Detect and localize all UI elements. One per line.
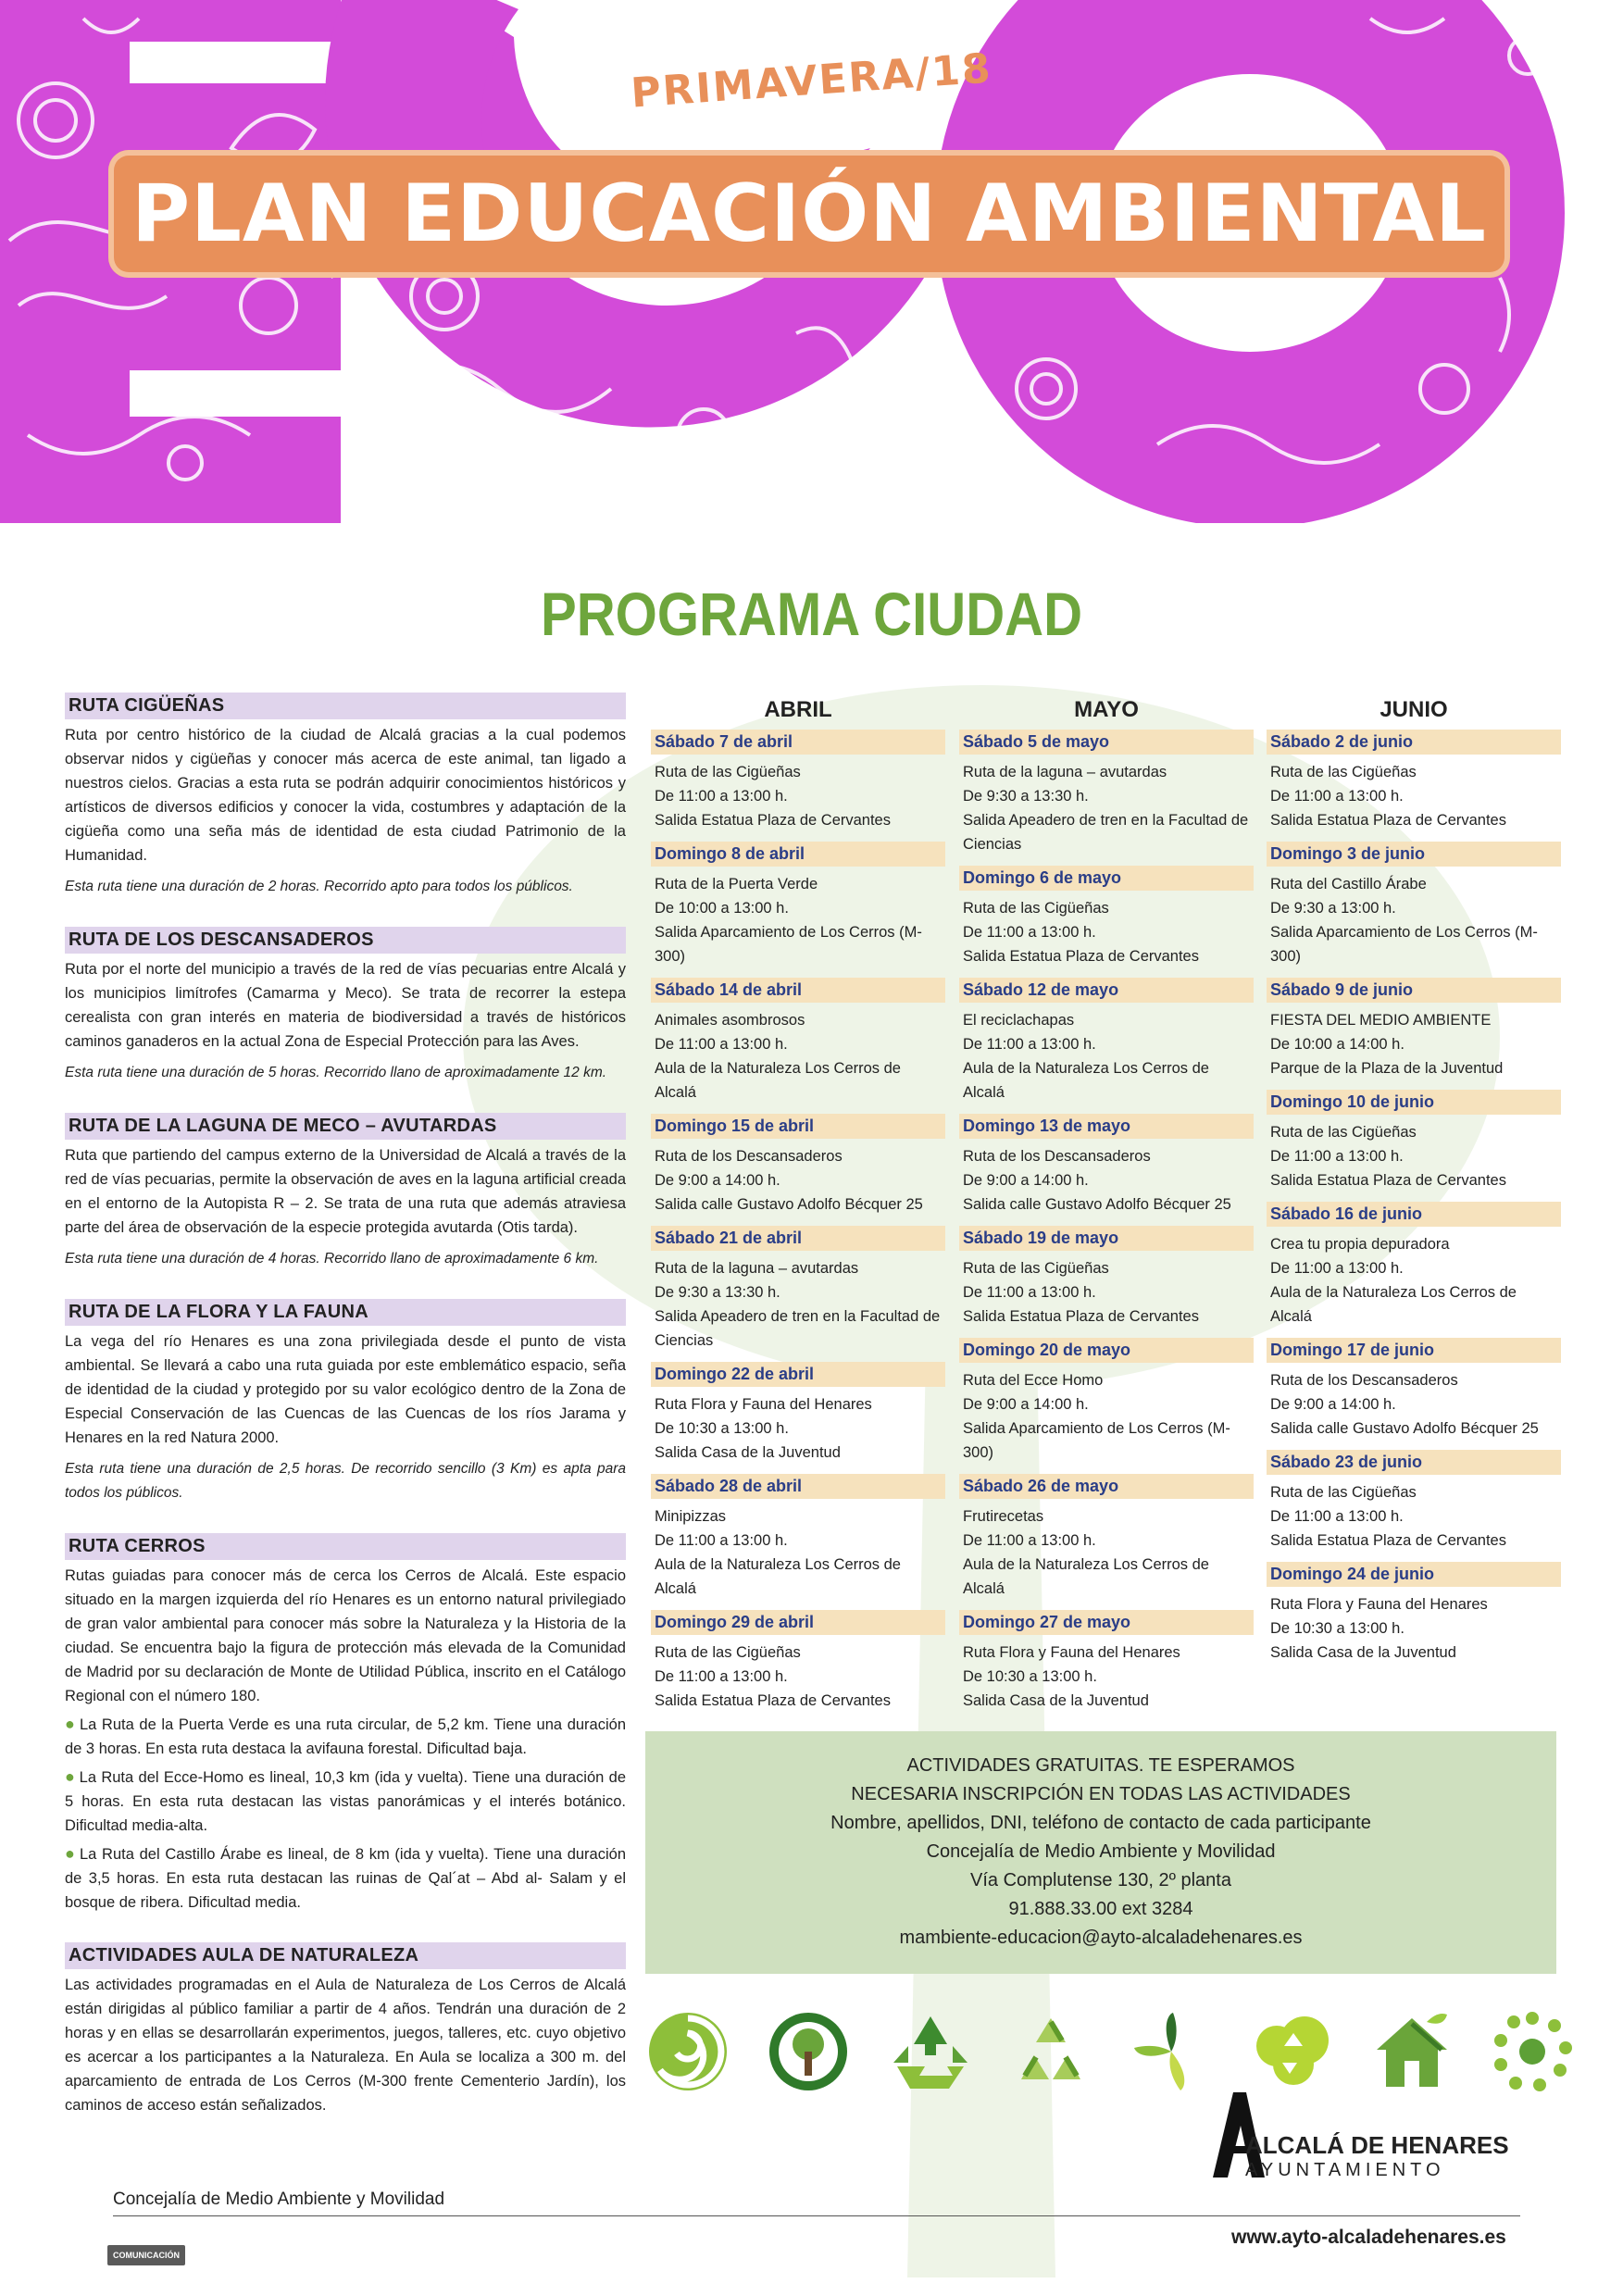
bullet-text: La Ruta de la Puerta Verde es una ruta circular, de 5,2 km. Tiene una duración de 3 horas. En esta ruta destaca la avifauna forestal. Dificultad baja.	[65, 1716, 626, 1757]
event-location: Salida Aparcamiento de Los Cerros (M-300)	[963, 1420, 1230, 1461]
route-section	[65, 1533, 626, 1915]
event-time: De 10:30 a 13:00 h.	[963, 1668, 1097, 1685]
event-date: Domingo 27 de mayo	[959, 1610, 1254, 1635]
event-time: De 11:00 a 13:00 h.	[963, 1036, 1096, 1053]
event-location: Aula de la Naturaleza Los Cerros de Alcalá	[963, 1556, 1209, 1597]
comunicacion-badge: COMUNICACIÓN	[107, 2245, 185, 2265]
month-heading: ABRIL	[764, 697, 832, 722]
footer-department: Concejalía de Medio Ambiente y Movilidad	[113, 2190, 445, 2209]
event-activity: Ruta de las Cigüeñas	[1270, 1124, 1417, 1141]
event-activity: Ruta de la laguna – avutardas	[963, 764, 1167, 780]
calendar-event	[1267, 1202, 1561, 1329]
event-date: Domingo 3 de junio	[1267, 842, 1561, 867]
route-note: Esta ruta tiene una duración de 5 horas. Recorrido llano de aproximadamente 12 km.	[65, 1065, 607, 1080]
calendar-event	[1267, 1450, 1561, 1553]
event-activity: Ruta de la laguna – avutardas	[655, 1260, 859, 1277]
calendar-event	[959, 1338, 1254, 1465]
event-location: Salida Estatua Plaza de Cervantes	[1270, 812, 1506, 829]
event-activity: Crea tu propia depuradora	[1270, 1236, 1450, 1253]
event-time: De 9:30 a 13:30 h.	[963, 788, 1089, 805]
route-heading: RUTA DE LA LAGUNA DE MECO – AVUTARDAS	[65, 1113, 626, 1140]
event-location: Salida Estatua Plaza de Cervantes	[963, 1308, 1199, 1325]
routes-column	[65, 693, 626, 2145]
event-location: Salida Estatua Plaza de Cervantes	[1270, 1172, 1506, 1189]
event-date: Domingo 13 de mayo	[959, 1114, 1254, 1139]
event-time: De 11:00 a 13:00 h.	[1270, 788, 1404, 805]
route-heading: RUTA CERROS	[65, 1533, 626, 1560]
route-note: Esta ruta tiene una duración de 4 horas. Recorrido llano de aproximadamente 6 km.	[65, 1251, 599, 1267]
event-time: De 11:00 a 13:00 h.	[1270, 1508, 1404, 1525]
calendar-event	[959, 978, 1254, 1104]
event-time: De 11:00 a 13:00 h.	[655, 1668, 788, 1685]
event-date: Domingo 22 de abril	[651, 1362, 945, 1387]
event-activity: Ruta de las Cigüeñas	[1270, 1484, 1417, 1501]
event-location: Salida Aparcamiento de Los Cerros (M-300)	[1270, 924, 1538, 965]
event-activity: El reciclachapas	[963, 1012, 1075, 1029]
leaves-propeller-icon	[1129, 2009, 1214, 2094]
event-date: Sábado 21 de abril	[651, 1226, 945, 1251]
calendar-event	[1267, 730, 1561, 832]
event-activity: Ruta de la Puerta Verde	[655, 876, 818, 892]
event-location: Salida Estatua Plaza de Cervantes	[963, 948, 1199, 965]
route-section	[65, 693, 626, 899]
event-date: Sábado 26 de mayo	[959, 1474, 1254, 1499]
event-time: De 11:00 a 13:00 h.	[963, 1284, 1096, 1301]
event-activity: Ruta Flora y Fauna del Henares	[963, 1644, 1180, 1661]
event-activity: Minipizzas	[655, 1508, 727, 1525]
info-line: Vía Complutense 130, 2º planta	[970, 1870, 1231, 1890]
footer-divider	[113, 2215, 1520, 2216]
event-location: Salida Casa de la Juventud	[963, 1692, 1149, 1709]
event-location: Salida Apeadero de tren en la Facultad de Ciencias	[655, 1308, 941, 1349]
calendar-event	[651, 978, 945, 1104]
info-line: NECESARIA INSCRIPCIÓN EN TODAS LAS ACTIVIDADES	[851, 1784, 1351, 1804]
event-location: Salida Estatua Plaza de Cervantes	[655, 1692, 891, 1709]
calendar-event	[1267, 978, 1561, 1080]
event-date: Domingo 6 de mayo	[959, 866, 1254, 891]
event-time: De 10:30 a 13:00 h.	[1270, 1620, 1405, 1637]
event-activity: Ruta de las Cigüeñas	[963, 1260, 1109, 1277]
route-description: Ruta por centro histórico de la ciudad de Alcalá gracias a la cual podemos observar nidos y cigüeñas y conocer más acerca de este animal, tan ligado a nuestros cielos. Gracias a esta ruta se podrán adquirir conocimientos históricos y artísticos de diversos edificios y conocer la vida, costumbres y adaptación de la cigüeña como una seña más de identidad de esta ciudad Patrimonio de la Humanidad.	[65, 727, 626, 864]
event-date: Domingo 20 de mayo	[959, 1338, 1254, 1363]
cloud-recycle-icon	[1249, 2009, 1334, 2094]
calendar-event	[651, 1362, 945, 1465]
calendar-event	[651, 1226, 945, 1353]
event-activity: FIESTA DEL MEDIO AMBIENTE	[1270, 1012, 1492, 1029]
calendar-event	[959, 730, 1254, 856]
bullet-dot-icon: ●	[65, 1715, 76, 1733]
event-date: Sábado 23 de junio	[1267, 1450, 1561, 1475]
event-date: Domingo 29 de abril	[651, 1610, 945, 1635]
event-time: De 11:00 a 13:00 h.	[963, 924, 1096, 941]
calendar-event	[651, 1114, 945, 1217]
route-description: Ruta por el norte del municipio a través de la red de vías pecuarias entre Alcalá y los municipios limítrofes (Camarma y Meco). Se trata de recorrer la estepa cerealista con gran interés en materia de biodiversidad a través de históricos caminos ganaderos en la actual Zona de Especial Protección para las Aves.	[65, 961, 626, 1050]
calendar-event	[1267, 1090, 1561, 1192]
city-logo-name: ALCALÁ DE HENARES	[1245, 2131, 1509, 2159]
dot-ring-icon	[1490, 2009, 1575, 2094]
eco-icons-row	[645, 2009, 1556, 2111]
calendar-event	[959, 1610, 1254, 1713]
calendar-event	[651, 842, 945, 968]
calendar-event	[651, 1610, 945, 1713]
route-section	[65, 1113, 626, 1271]
calendar-event	[1267, 1562, 1561, 1665]
main-title: PLAN EDUCACIÓN AMBIENTAL	[131, 168, 1487, 260]
event-location: Salida Casa de la Juventud	[655, 1444, 841, 1461]
event-time: De 11:00 a 13:00 h.	[1270, 1148, 1404, 1165]
event-activity: Animales asombrosos	[655, 1012, 805, 1029]
event-activity: Ruta de las Cigüeñas	[655, 1644, 801, 1661]
event-time: De 10:30 a 13:00 h.	[655, 1420, 789, 1437]
event-activity: Frutirecetas	[963, 1508, 1044, 1525]
event-location: Salida Apeadero de tren en la Facultad de Ciencias	[963, 812, 1249, 853]
event-activity: Ruta de las Cigüeñas	[1270, 764, 1417, 780]
event-location: Salida calle Gustavo Adolfo Bécquer 25	[1270, 1420, 1539, 1437]
route-heading: RUTA DE LA FLORA Y LA FAUNA	[65, 1299, 626, 1326]
header-artwork	[0, 0, 1623, 523]
calendar-event	[1267, 842, 1561, 968]
swirl-icon	[645, 2009, 730, 2094]
event-time: De 11:00 a 13:00 h.	[655, 1036, 788, 1053]
event-activity: Ruta del Castillo Árabe	[1270, 876, 1427, 892]
calendar-column-june	[1267, 694, 1561, 1674]
event-location: Salida Estatua Plaza de Cervantes	[1270, 1532, 1506, 1549]
season-subtitle: PRIMAVERA/18	[629, 44, 994, 118]
event-time: De 11:00 a 13:00 h.	[655, 1532, 788, 1549]
calendar-column-april	[651, 694, 945, 1722]
route-bullet	[65, 1841, 626, 1915]
event-time: De 10:00 a 14:00 h.	[1270, 1036, 1405, 1053]
event-date: Sábado 16 de junio	[1267, 1202, 1561, 1227]
event-date: Domingo 17 de junio	[1267, 1338, 1561, 1363]
route-description: Rutas guiadas para conocer más de cerca los Cerros de Alcalá. Este espacio situado en la margen izquierda del río Henares es un entorno natural privilegiado de gran valor ambiental para conocer más sobre la Naturaleza y la Historia de la ciudad. Se encuentra bajo la figura de protección más elevada de la Comunidad de Madrid por su declaración de Monte de Utilidad Pública, inscrito en el Catálogo Regional con el número 180.	[65, 1567, 626, 1704]
calendar-column-may	[959, 694, 1254, 1722]
calendar-event	[651, 1474, 945, 1601]
calendar-event	[651, 730, 945, 832]
program-title: PROGRAMA CIUDAD	[540, 580, 1083, 648]
route-heading: RUTA DE LOS DESCANSADEROS	[65, 927, 626, 954]
event-time: De 9:30 a 13:30 h.	[655, 1284, 780, 1301]
info-line: Concejalía de Medio Ambiente y Movilidad	[926, 1841, 1276, 1862]
calendar-event	[959, 1114, 1254, 1217]
event-date: Sábado 7 de abril	[651, 730, 945, 755]
event-date: Sábado 2 de junio	[1267, 730, 1561, 755]
route-section	[65, 1942, 626, 2117]
event-location: Salida calle Gustavo Adolfo Bécquer 25	[655, 1196, 923, 1213]
route-description: La vega del río Henares es una zona privilegiada desde el punto de vista ambiental. Se llevará a cabo una ruta guiada por este emblemático espacio, seña de identidad de la ciudad y protegido por su valor ecológico dentro de la Zona de Especial Conservación de las Cuencas de las Cuencas de los ríos Jarama y Henares en la red Natura 2000.	[65, 1333, 626, 1446]
event-date: Domingo 15 de abril	[651, 1114, 945, 1139]
phone-number: 91.888.33.00 ext 3284	[1008, 1899, 1193, 1919]
event-time: De 10:00 a 13:00 h.	[655, 900, 789, 917]
event-location: Parque de la Plaza de la Juventud	[1270, 1060, 1504, 1077]
recycle-arrows-icon	[888, 2009, 973, 2094]
email-link[interactable]: mambiente-educacion@ayto-alcaladehenares.es	[899, 1928, 1303, 1948]
event-activity: Ruta de los Descansaderos	[963, 1148, 1151, 1165]
event-date: Domingo 8 de abril	[651, 842, 945, 867]
bullet-dot-icon: ●	[65, 1767, 76, 1786]
event-location: Salida Estatua Plaza de Cervantes	[655, 812, 891, 829]
event-activity: Ruta Flora y Fauna del Henares	[1270, 1596, 1488, 1613]
event-activity: Ruta de los Descansaderos	[1270, 1372, 1458, 1389]
route-note: Esta ruta tiene una duración de 2 horas. Recorrido apto para todos los públicos.	[65, 879, 573, 894]
tree-icon	[766, 2009, 851, 2094]
registration-info-box	[645, 1731, 1556, 1974]
website-link[interactable]: www.ayto-alcaladehenares.es	[1231, 2227, 1506, 2248]
event-time: De 11:00 a 13:00 h.	[1270, 1260, 1404, 1277]
city-logo-subtitle: AYUNTAMIENTO	[1245, 2160, 1445, 2180]
route-bullet	[65, 1712, 626, 1761]
event-location: Aula de la Naturaleza Los Cerros de Alcalá	[1270, 1284, 1517, 1325]
event-date: Domingo 10 de junio	[1267, 1090, 1561, 1115]
route-note: Esta ruta tiene una duración de 2,5 horas. De recorrido sencillo (3 Km) es apta para todos los públicos.	[65, 1461, 626, 1501]
info-line: ACTIVIDADES GRATUITAS. TE ESPERAMOS	[906, 1755, 1295, 1776]
event-location: Salida Casa de la Juventud	[1270, 1644, 1456, 1661]
bullet-dot-icon: ●	[65, 1844, 76, 1863]
route-heading: RUTA CIGÜEÑAS	[65, 693, 626, 719]
event-time: De 11:00 a 13:00 h.	[963, 1532, 1096, 1549]
calendar-event	[959, 1474, 1254, 1601]
event-time: De 9:00 a 14:00 h.	[1270, 1396, 1396, 1413]
month-heading: MAYO	[1074, 697, 1139, 722]
route-bullet	[65, 1765, 626, 1838]
event-activity: Ruta de los Descansaderos	[655, 1148, 843, 1165]
event-date: Sábado 19 de mayo	[959, 1226, 1254, 1251]
event-activity: Ruta Flora y Fauna del Henares	[655, 1396, 872, 1413]
recycle-icon	[1008, 2009, 1093, 2094]
month-heading: JUNIO	[1380, 697, 1448, 722]
route-description: Las actividades programadas en el Aula de Naturaleza de Los Cerros de Alcalá están dirigidas al público familiar a partir de 4 años. Tendrán una duración de 2 horas y en ellas se desarrollarán experimentos, juegos, talleres, etc. cuyo objetivo es acercar a los participantes a la Naturaleza. En Aula se localiza a 300 m. del aparcamiento de entrada de Los Cerros (M-300 frente Cementerio Jardín), los caminos de acceso están señalizados.	[65, 1977, 626, 2114]
bullet-text: La Ruta del Castillo Árabe es lineal, de 8 km (ida y vuelta). Tiene una duración de 3,5 horas. En esta ruta destacan las ruinas de Qal´at – Abd al- Salam y el bosque de ribera. Dificultad media.	[65, 1846, 626, 1911]
event-location: Aula de la Naturaleza Los Cerros de Alcalá	[963, 1060, 1209, 1101]
green-house-icon	[1369, 2009, 1454, 2094]
bullet-text: La Ruta del Ecce-Homo es lineal, 10,3 km (ida y vuelta). Tiene una duración de 5 horas. En esta ruta destacan las vistas panorámicas y el interés botánico. Dificultad media-alta.	[65, 1769, 626, 1834]
event-date: Sábado 5 de mayo	[959, 730, 1254, 755]
event-time: De 11:00 a 13:00 h.	[655, 788, 788, 805]
calendar-event	[1267, 1338, 1561, 1441]
event-activity: Ruta de las Cigüeñas	[963, 900, 1109, 917]
event-time: De 9:30 a 13:00 h.	[1270, 900, 1396, 917]
event-date: Sábado 14 de abril	[651, 978, 945, 1003]
event-location: Aula de la Naturaleza Los Cerros de Alcalá	[655, 1556, 901, 1597]
route-section	[65, 927, 626, 1085]
calendar-event	[959, 1226, 1254, 1329]
title-banner	[108, 150, 1510, 278]
route-heading: ACTIVIDADES AULA DE NATURALEZA	[65, 1942, 626, 1969]
calendar-event	[959, 866, 1254, 968]
event-time: De 9:00 a 14:00 h.	[963, 1172, 1089, 1189]
event-date: Sábado 9 de junio	[1267, 978, 1561, 1003]
event-date: Sábado 28 de abril	[651, 1474, 945, 1499]
event-date: Domingo 24 de junio	[1267, 1562, 1561, 1587]
event-activity: Ruta de las Cigüeñas	[655, 764, 801, 780]
event-time: De 9:00 a 14:00 h.	[655, 1172, 780, 1189]
event-date: Sábado 12 de mayo	[959, 978, 1254, 1003]
event-activity: Ruta del Ecce Homo	[963, 1372, 1104, 1389]
route-description: Ruta que partiendo del campus externo de la Universidad de Alcalá a través de la red de vías pecuarias, permite la observación de aves en la laguna artificial creada en el entorno de la Autopista R – 2. Se trata de una ruta que además atraviesa parte del área de observación de la especie protegida avutarda (Otis tarda).	[65, 1147, 626, 1236]
event-location: Aula de la Naturaleza Los Cerros de Alcalá	[655, 1060, 901, 1101]
event-location: Salida Aparcamiento de Los Cerros (M-300)	[655, 924, 922, 965]
event-location: Salida calle Gustavo Adolfo Bécquer 25	[963, 1196, 1231, 1213]
info-line: Nombre, apellidos, DNI, teléfono de contacto de cada participante	[830, 1813, 1371, 1833]
route-section	[65, 1299, 626, 1505]
event-time: De 9:00 a 14:00 h.	[963, 1396, 1089, 1413]
